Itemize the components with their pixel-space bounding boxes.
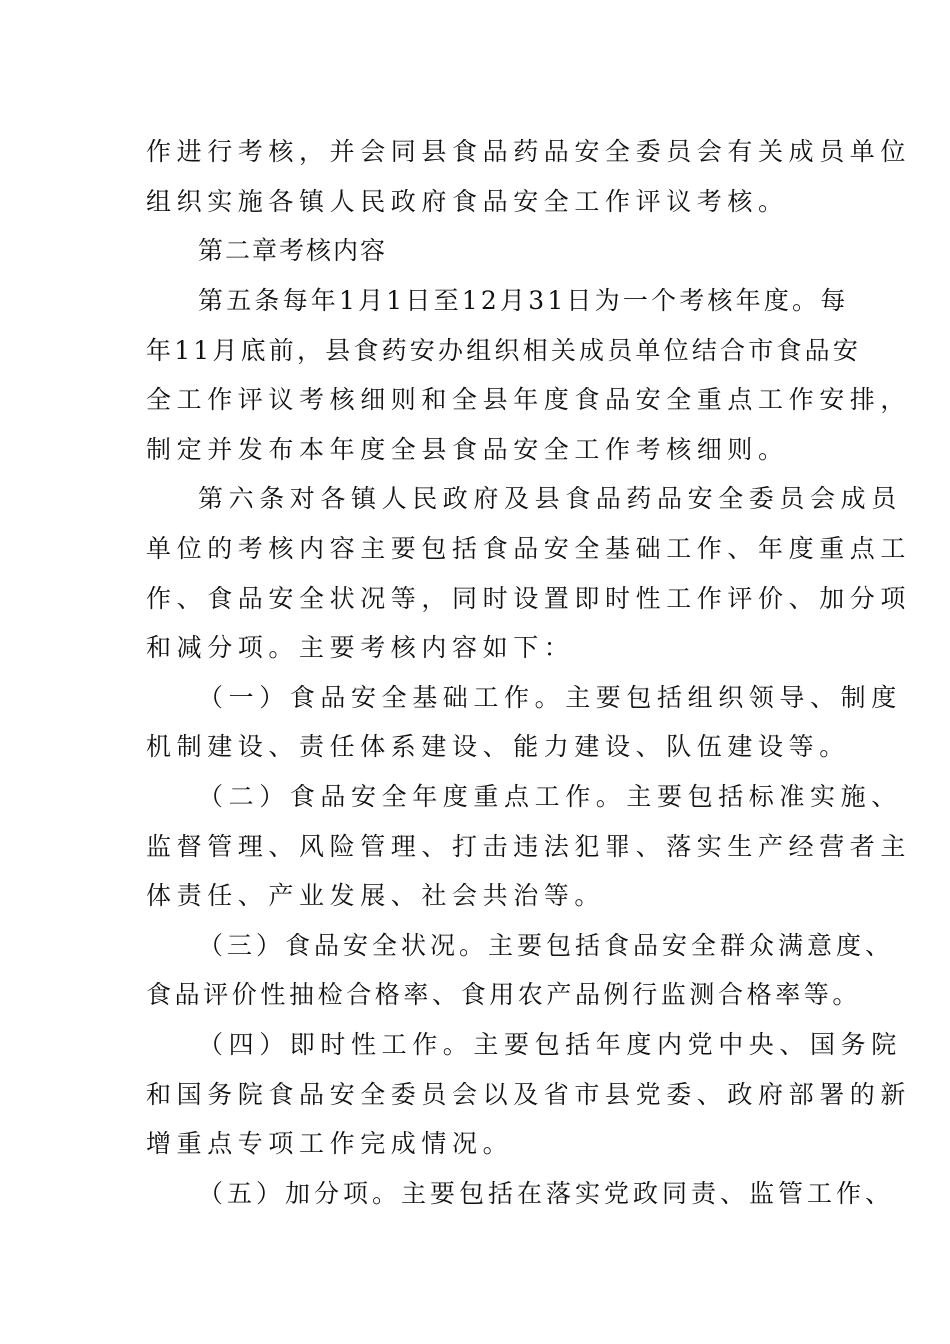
paragraph-line: 年11月底前，县食药安办组织相关成员单位结合市食品安 [146,336,862,365]
paragraph-line: 全工作评议考核细则和全县年度食品安全重点工作安排， [146,385,912,414]
paragraph-line: 和减分项。主要考核内容如下： [146,633,575,662]
paragraph-line: 制定并发布本年度全县食品安全工作考核细则。 [146,435,789,464]
paragraph-line: 第六条对各镇人民政府及县食品药品安全委员会成员 [198,484,902,513]
paragraph-line: 组织实施各镇人民政府食品安全工作评议考核。 [146,187,789,216]
paragraph-line: （五）加分项。主要包括在落实党政同责、监管工作、 [198,1179,895,1208]
paragraph-line: 作、食品安全状况等，同时设置即时性工作评价、加分项 [146,584,912,613]
paragraph-line: 单位的考核内容主要包括食品安全基础工作、年度重点工 [146,534,912,563]
paragraph-line: 食品评价性抽检合格率、食用农产品例行监测合格率等。 [146,980,862,1009]
paragraph-line: 机制建设、责任体系建设、能力建设、队伍建设等。 [146,732,850,761]
paragraph-line: （三）食品安全状况。主要包括食品安全群众满意度、 [198,931,895,960]
paragraph-line: 体责任、产业发展、社会共治等。 [146,881,606,910]
paragraph-line: （一）食品安全基础工作。主要包括组织领导、制度 [198,683,902,712]
paragraph-line: （四）即时性工作。主要包括年度内党中央、国务院 [198,1030,902,1059]
paragraph-line: 增重点专项工作完成情况。 [146,1129,514,1158]
chapter-heading: 第二章考核内容 [198,236,388,265]
paragraph-line: 第五条每年1月1日至12月31日为一个考核年度。每 [198,286,849,315]
paragraph-line: 监督管理、风险管理、打击违法犯罪、落实生产经营者主 [146,832,912,861]
paragraph-line: 和国务院食品安全委员会以及省市县党委、政府部署的新 [146,1080,912,1109]
paragraph-line: （二）食品安全年度重点工作。主要包括标准实施、 [198,782,902,811]
paragraph-line: 作进行考核，并会同县食品药品安全委员会有关成员单位 [146,137,912,166]
